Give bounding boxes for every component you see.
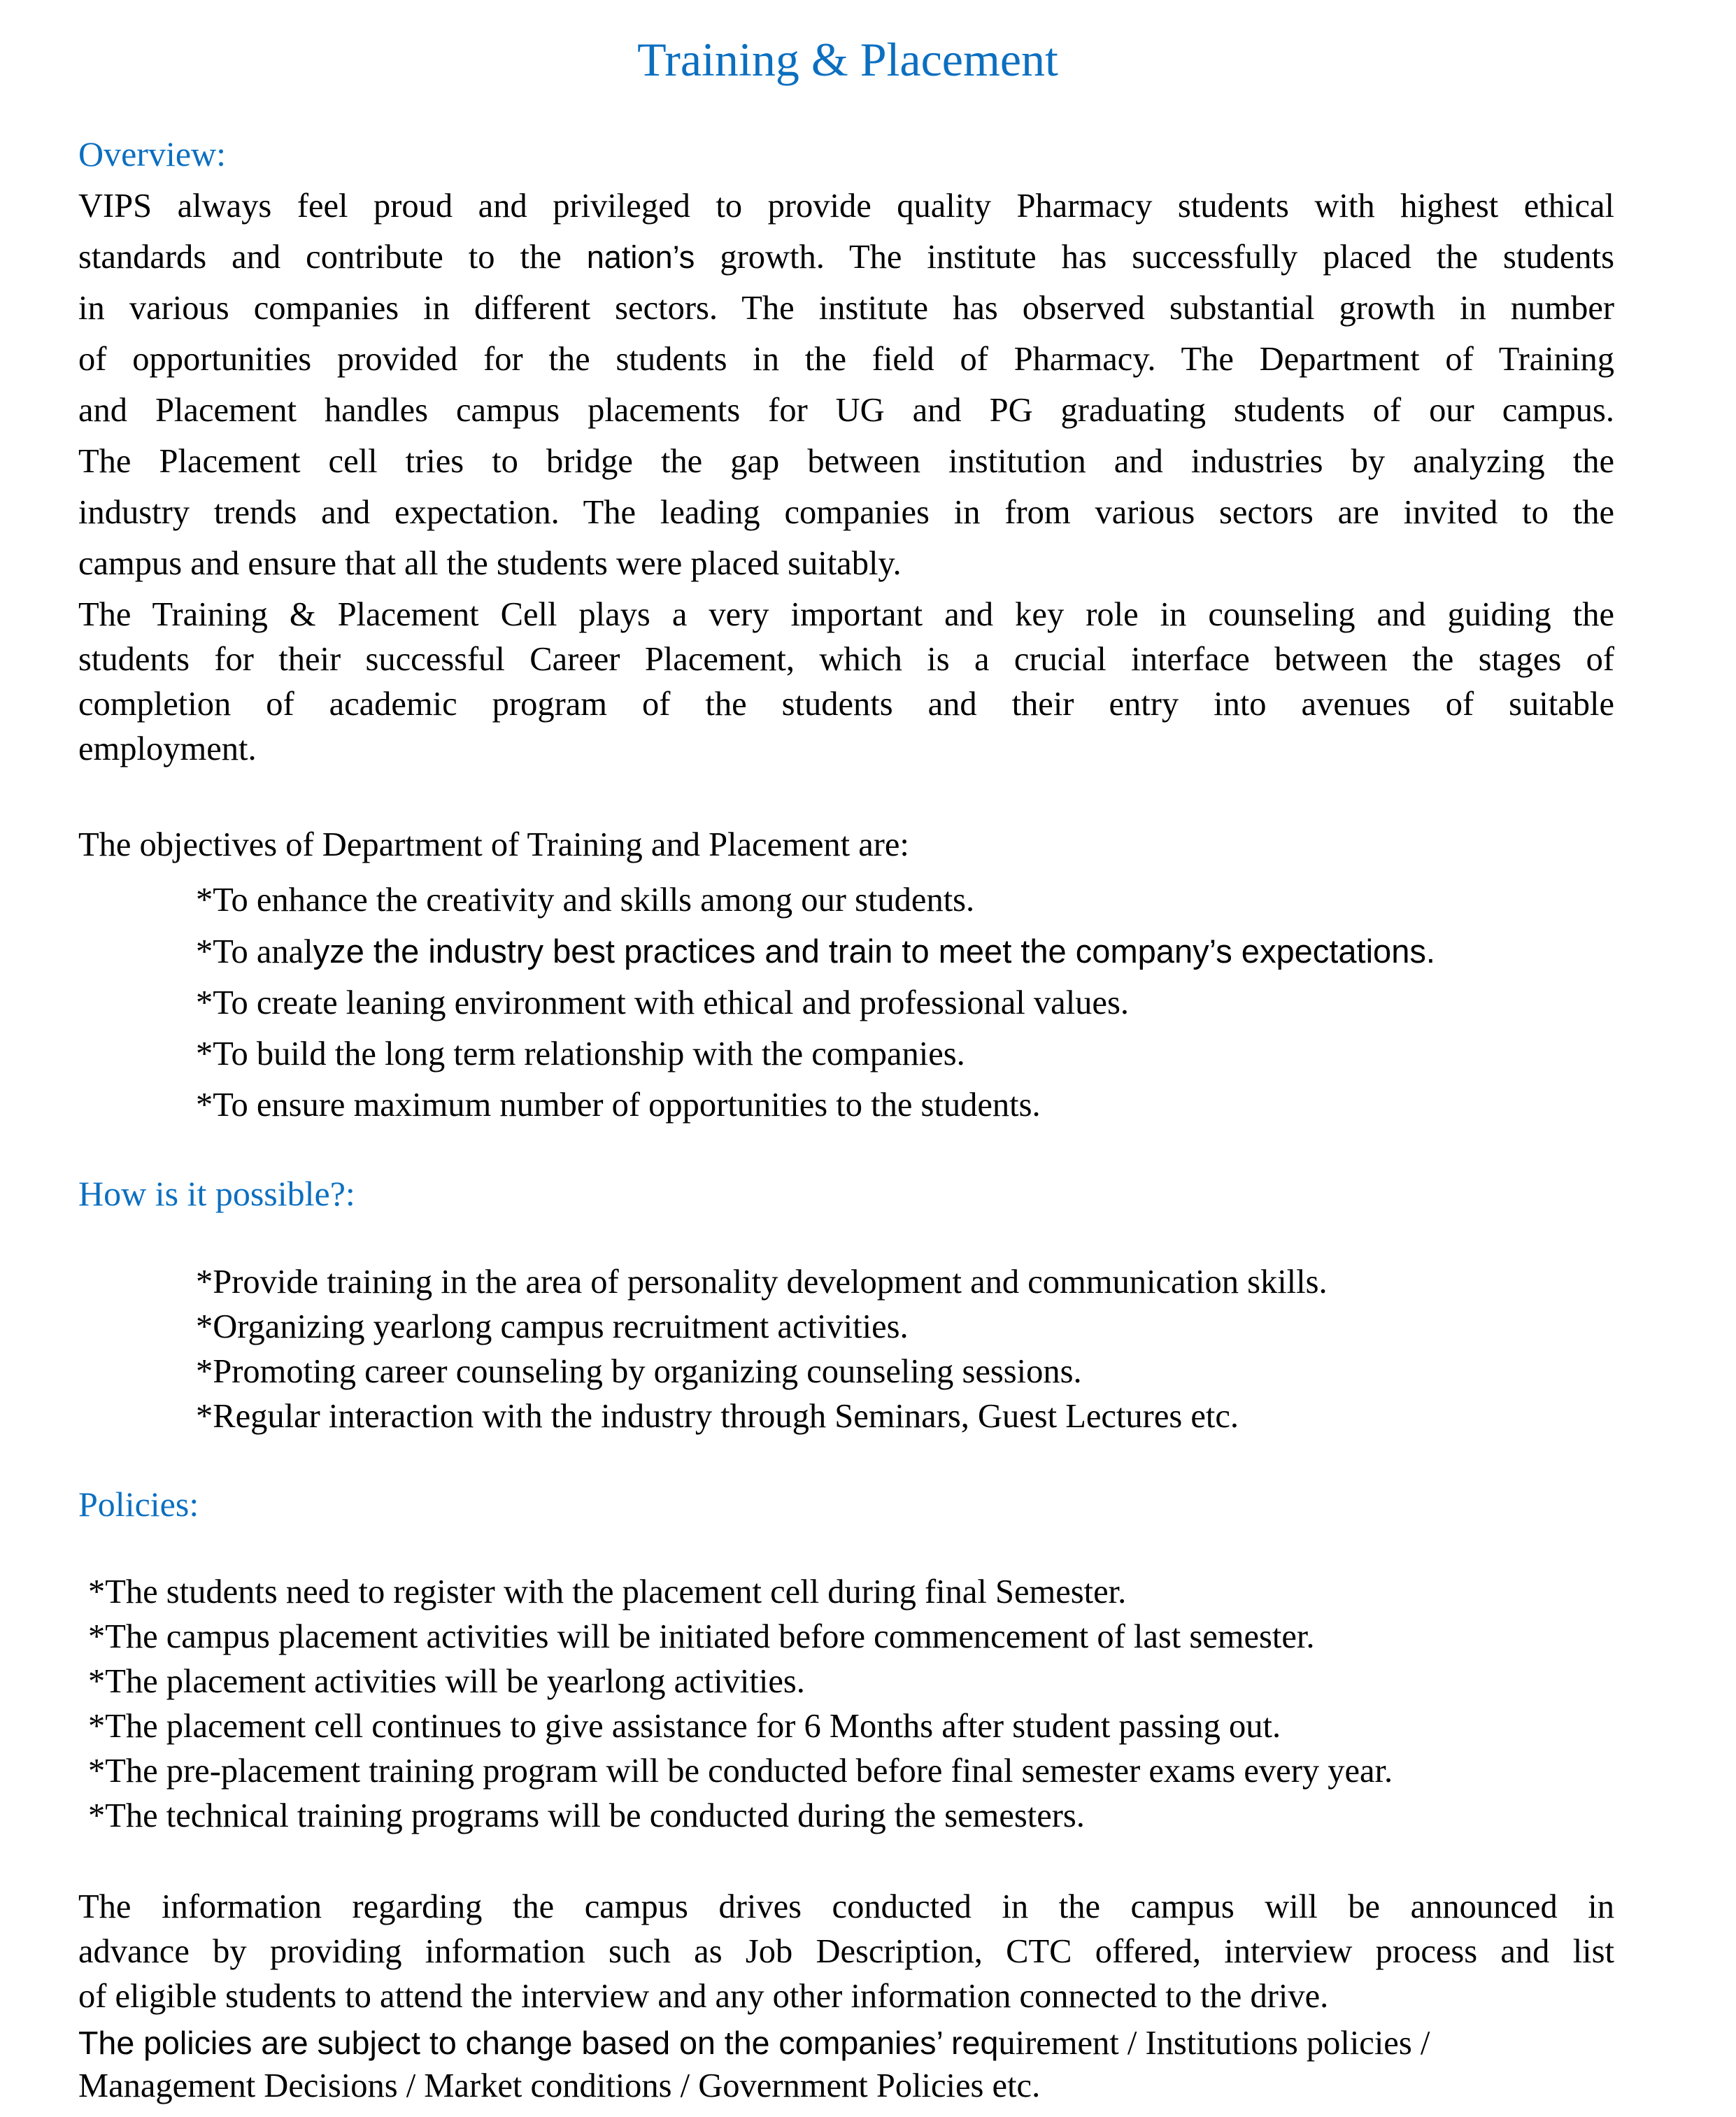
objectives-intro: The objectives of Department of Training and Placement are: — [78, 826, 909, 863]
paragraph-line: completion of academic program of the students and their entry into avenues of suitable — [78, 686, 1614, 723]
objective-item: *To ensure maximum number of opportunities to the students. — [196, 1086, 1041, 1124]
how-item: *Organizing yearlong campus recruitment activities. — [196, 1308, 909, 1345]
text-span: standards and contribute to the — [78, 239, 587, 276]
paragraph-line: and Placement handles campus placements for UG and PG graduating students of our campus. — [78, 392, 1614, 429]
how-heading: How is it possible?: — [78, 1174, 355, 1213]
paragraph-line: employment. — [78, 730, 257, 767]
objective-item: *To enhance the creativity and skills among our students. — [196, 882, 975, 919]
paragraph-line: in various companies in different sectors. The institute has observed substantial growth in number — [78, 290, 1614, 327]
page-title: Training & Placement — [637, 33, 1058, 86]
paragraph-line: industry trends and expectation. The leading companies in from various sectors are invited to the — [78, 494, 1614, 531]
policy-item: *The placement cell continues to give assistance for 6 Months after student passing out. — [88, 1708, 1281, 1745]
policy-item: *The pre-placement training program will be conducted before final semester exams every year. — [88, 1753, 1393, 1790]
how-item: *Promoting career counseling by organizing counseling sessions. — [196, 1353, 1082, 1390]
how-item: *Provide training in the area of personality development and communication skills. — [196, 1263, 1328, 1301]
paragraph-line: campus and ensure that all the students were placed suitably. — [78, 545, 902, 582]
text-span: *To anal — [196, 933, 313, 970]
overview-heading: Overview: — [78, 134, 227, 174]
objectives-list — [196, 875, 1435, 1131]
policy-item: *The technical training programs will be conducted during the semesters. — [88, 1797, 1085, 1834]
objective-item: *To create leaning environment with ethical and professional values. — [196, 984, 1129, 1021]
paragraph-line — [78, 232, 1614, 283]
paragraph-line: of eligible students to attend the interview and any other information connected to the drive. — [78, 1978, 1329, 2015]
policy-item: *The campus placement activities will be initiated before commencement of last semester. — [88, 1618, 1315, 1655]
paragraph-line: The Training & Placement Cell plays a very important and key role in counseling and guiding the — [78, 596, 1614, 633]
paragraph-line: VIPS always feel proud and privileged to provide quality Pharmacy students with highest ethical — [78, 187, 1614, 225]
objective-item: *To build the long term relationship with the companies. — [196, 1035, 965, 1072]
text-span-sans: The policies are subject to change based on the companies’ req — [78, 2025, 999, 2061]
text-span: growth. The institute has successfully placed the students — [720, 239, 1615, 276]
paragraph-line: of opportunities provided for the students in the field of Pharmacy. The Department of Training — [78, 341, 1614, 378]
policy-change-note — [78, 2020, 1430, 2066]
how-item: *Regular interaction with the industry through Seminars, Guest Lectures etc. — [196, 1398, 1239, 1435]
paragraph-line: advance by providing information such as Job Description, CTC offered, interview process and list — [78, 1933, 1614, 1970]
how-list — [196, 1260, 1328, 1439]
policy-item: *The placement activities will be yearlong activities. — [88, 1663, 805, 1700]
text-span-sans: nation’s — [586, 239, 695, 275]
objective-item — [196, 926, 1435, 977]
policy-item: *The students need to register with the placement cell during final Semester. — [88, 1573, 1127, 1610]
text-span-sans: yze the industry best practices and train to meet the company’s expectations. — [313, 933, 1435, 970]
policy-change-note-line-2: Management Decisions / Market conditions / Government Policies etc. — [78, 2067, 1041, 2104]
paragraph-line: students for their successful Career Placement, which is a crucial interface between the stages of — [78, 641, 1614, 678]
paragraph-line: The information regarding the campus drives conducted in the campus will be announced in — [78, 1888, 1614, 1925]
paragraph-line: The Placement cell tries to bridge the gap between institution and industries by analyzing the — [78, 443, 1614, 480]
text-span: uirement / Institutions policies / — [998, 2025, 1430, 2062]
policies-heading: Policies: — [78, 1485, 199, 1524]
policies-list — [88, 1570, 1393, 1839]
